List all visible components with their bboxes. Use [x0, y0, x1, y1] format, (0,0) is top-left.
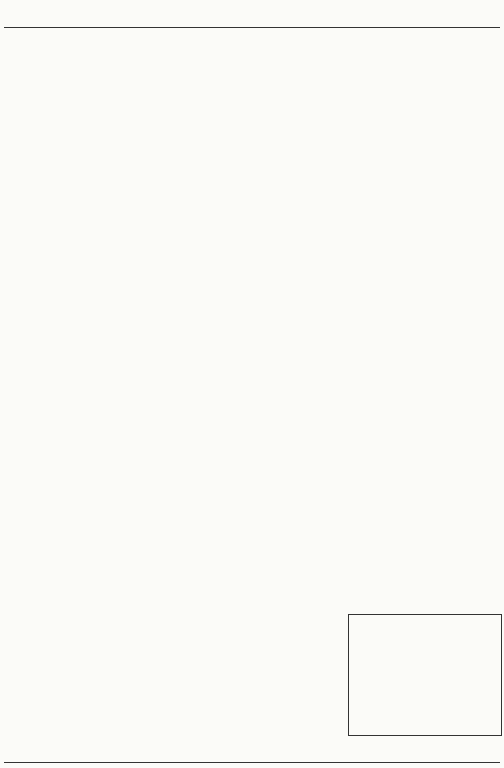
page-header: [0, 0, 504, 28]
nativity-box-note: [348, 614, 502, 736]
header-rule: [4, 27, 500, 28]
footer-rule: [4, 762, 500, 763]
